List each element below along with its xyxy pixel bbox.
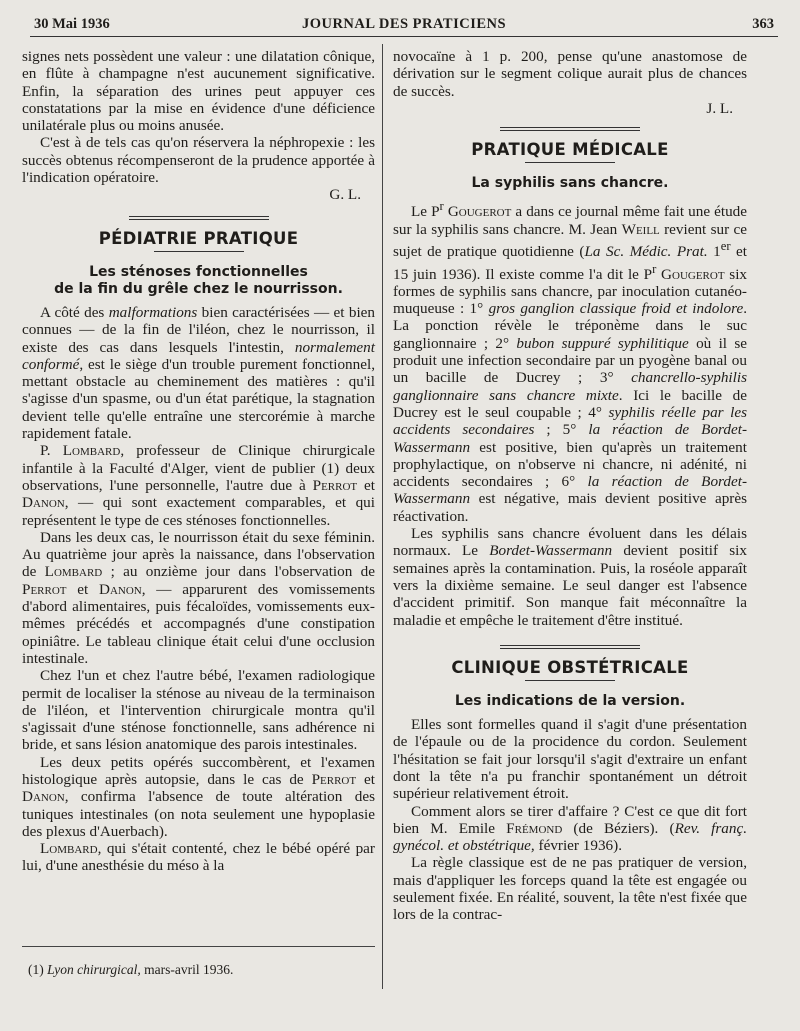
left-column: [22, 48, 375, 875]
paragraph: Le $P^r$ Gougerot a dans ce journal même fait une étude sur la syphilis sans chancre. M. Jean Weill revient sur ce sujet de pratique quotidienne (La Sc. Médic. Prat. 1er et 15 juin 1936). Il existe comme l'a dit le $P^r$ Gougerot six formes de syphilis sans chancre, par inoculation cutanéo-muqueuse : 1° gros ganglion classique froid et indolore. La ponction révèle le tréponème dans le suc ganglionnaire ; 2° bubon suppuré syphilitique où il se produit une infection secondaire par un pyogène banal ou un bacille de Ducrey ; 3° chancrello-syphilis ganglionnaire sans chancre mixte. Ici le bacille de Ducrey est le seul coupable ; 4° syphilis réelle par les accidents secondaires ; 5° la réaction de Bordet-Wassermann est positive, bien qu'après un traitement prophylactique, on n'observe ni chancre, ni adénité, ni accidents secondaires ; 6° la réaction de Bordet-Wassermann est négative, mais devient positive après réactivation.: [393, 199, 748, 525]
paragraph: A côté des malformations bien caractérisées — et bien connues — de la fin de l'iléon, chez le nourrisson, il existe des cas dans lesquels l'intestin, normalement conformé, est le siège d'un trouble purement fonctionnel, mettant obstacle au cheminement des matières : qu'il s'agisse d'un spasme, ou d'un état parétique, la stagnation devient telle qu'elle entraîne une stercorémie à marche rapidement fatale.: [22, 303, 375, 443]
page-header: [30, 14, 778, 37]
paragraph: Comment alors se tirer d'affaire ? C'est ce que dit fort bien M. Emile Frémond (de Béziers). (Rev. franç. gynécol. et obstétrique, février 1936).: [393, 802, 747, 855]
column-divider: [382, 44, 383, 989]
paragraph: La règle classique est de ne pas pratiquer de version, mais d'appliquer les forceps quand la tête est engagée ou seulement fixée. En réalité, souvent, la tête n'est fixée que lors de la contrac-: [393, 854, 747, 924]
section-title-pediatrie: PÉDIATRIE PRATIQUE: [98, 228, 299, 248]
author-initials: G. L.: [329, 186, 361, 204]
paragraph: novocaïne à 1 p. 200, pense qu'une anastomose de dérivation sur le segment colique aurait plus de chances de succès.: [393, 48, 747, 100]
section-separator: [129, 216, 269, 220]
paragraph: C'est à de tels cas qu'on réservera la néphropexie : les succès obtenus récompenseront de la prudence apportée à l'indication opératoire.: [22, 134, 375, 187]
section-separator: [500, 127, 640, 131]
article-title: La syphilis sans chancre.: [471, 175, 669, 192]
footnote-rule: [22, 946, 375, 947]
header-date: 30 Mai 1936: [34, 16, 110, 32]
paragraph: Les deux petits opérés succombèrent, et l'examen histologique après autopsie, dans le cas de Perrot et Danon, confirma l'absence de toute altération des tuniques intestinales (on nota seulement une hypoplasie des plexus d'Auerbach).: [22, 753, 375, 840]
article-title-line: Les sténoses fonctionnelles: [89, 263, 308, 280]
article-title: Les indications de la version.: [454, 693, 686, 710]
section-separator: [500, 645, 640, 649]
article-title: [22, 264, 375, 298]
title-underline: [154, 251, 244, 252]
section-title-clinique-obstetricale: CLINIQUE OBSTÉTRICALE: [451, 657, 689, 677]
article-title-line: de la fin du grêle chez le nourrisson.: [54, 280, 343, 297]
author-initials: J. L.: [706, 99, 733, 117]
paragraph: Lombard, qui s'était contenté, chez le bébé opéré par lui, d'une anesthésie du méso à la: [22, 840, 375, 875]
paragraph: P. Lombard, professeur de Clinique chirurgicale infantile à la Faculté d'Alger, vient de publier (1) deux observations, l'une personnelle, l'autre due à Perrot et Danon, — qui sont exactement comparables, et qui représentent le type de ces sténoses fonctionnelles.: [22, 442, 375, 529]
paragraph: Chez l'un et chez l'autre bébé, l'examen radiologique permit de localiser la sténose au niveau de la terminaison de l'iléon, et l'intervention chirurgicale montra qu'il s'agissait d'une sténose fonctionnelle, sans adhérence ni bride, et sans lésion anatomique des parois intestinales.: [22, 667, 375, 754]
paragraph: signes nets possèdent une valeur : une dilatation cônique, en flûte à champagne n'est aucunement significative. Enfin, la séparation des urines peut appuyer ces constatations par la mise en évidence d'une déficience unilatérale plus ou moins anusée.: [22, 48, 375, 135]
paragraph: Dans les deux cas, le nourrisson était du sexe féminin. Au quatrième jour après la naissance, dans l'observation de Lombard ; au onzième jour dans l'observation de Perrot et Danon, — apparurent des vomissements d'abord alimentaires, puis fécaloïdes, vomissements eux-mêmes précédés et accompagnés d'une constipation opiniâtre. Le tableau clinique était celui d'une occlusion intestinale.: [22, 528, 375, 667]
journal-title: JOURNAL DES PRATICIENS: [301, 16, 507, 32]
paragraph: Les syphilis sans chancre évoluent dans les délais normaux. Le Bordet-Wassermann devient positif six semaines après la contamination. Puis, la roséole apparaît vers la dixième semaine. Le seul danger est l'absence d'accident primitif. Son manque fait méconnaître la maladie et empêche le traitement d'être institué.: [393, 525, 747, 629]
title-underline: [525, 680, 615, 681]
right-column: [393, 48, 747, 924]
page-number: 363: [752, 16, 774, 32]
section-title-pratique-medicale: PRATIQUE MÉDICALE: [471, 140, 669, 160]
paragraph: Elles sont formelles quand il s'agit d'une présentation de l'épaule ou de la procidence du cordon. Seulement l'hésitation se fait jour lorsqu'il s'agit d'extraire un enfant dont la tête n'a pu franchir spontanément un détroit supérieur relativement étroit.: [393, 716, 747, 803]
footnote: (1) Lyon chirurgical, mars-avril 1936.: [28, 962, 234, 977]
title-underline: [525, 162, 615, 163]
